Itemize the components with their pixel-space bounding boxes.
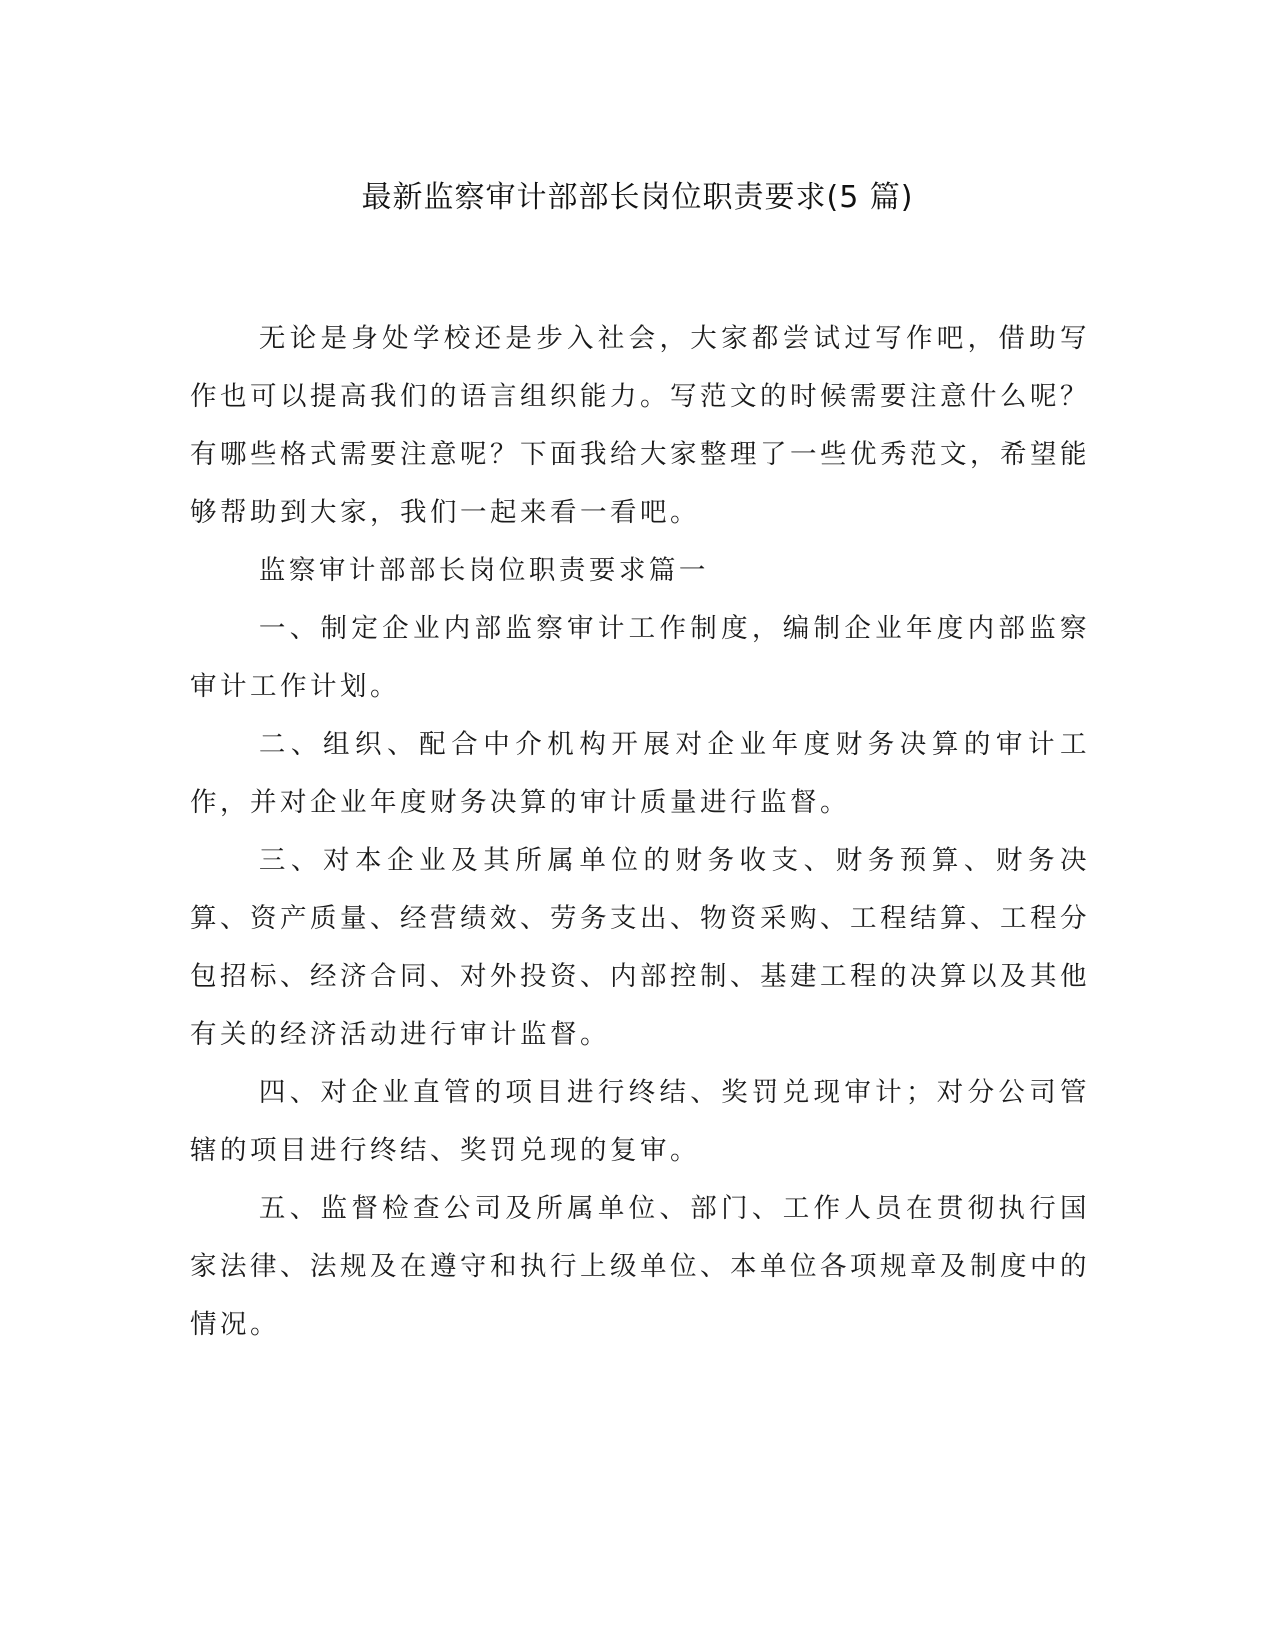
- duty-item-2: 二、组织、配合中介机构开展对企业年度财务决算的审计工作，并对企业年度财务决算的审计质量进行监督。: [190, 729, 1090, 818]
- document-body: [190, 310, 1090, 1354]
- duty-item-3: 三、对本企业及其所属单位的财务收支、财务预算、财务决算、资产质量、经营绩效、劳务支出、物资采购、工程结算、工程分包招标、经济合同、对外投资、内部控制、基建工程的决算以及其他有关的经济活动进行审计监督。: [190, 845, 1090, 1050]
- duty-item-1: 一、制定企业内部监察审计工作制度，编制企业年度内部监察审计工作计划。: [190, 613, 1090, 702]
- section-heading: 监察审计部部长岗位职责要求篇一: [258, 555, 709, 586]
- intro-paragraph: 无论是身处学校还是步入社会，大家都尝试过写作吧，借助写作也可以提高我们的语言组织能力。写范文的时候需要注意什么呢？有哪些格式需要注意呢？下面我给大家整理了一些优秀范文，希望能够帮助到大家，我们一起来看一看吧。: [190, 323, 1090, 528]
- duty-item-4: 四、对企业直管的项目进行终结、奖罚兑现审计；对分公司管辖的项目进行终结、奖罚兑现的复审。: [190, 1077, 1090, 1166]
- document-title: 最新监察审计部部长岗位职责要求(5 篇): [361, 180, 914, 215]
- duty-item-5: 五、监督检查公司及所属单位、部门、工作人员在贯彻执行国家法律、法规及在遵守和执行上级单位、本单位各项规章及制度中的情况。: [190, 1193, 1090, 1340]
